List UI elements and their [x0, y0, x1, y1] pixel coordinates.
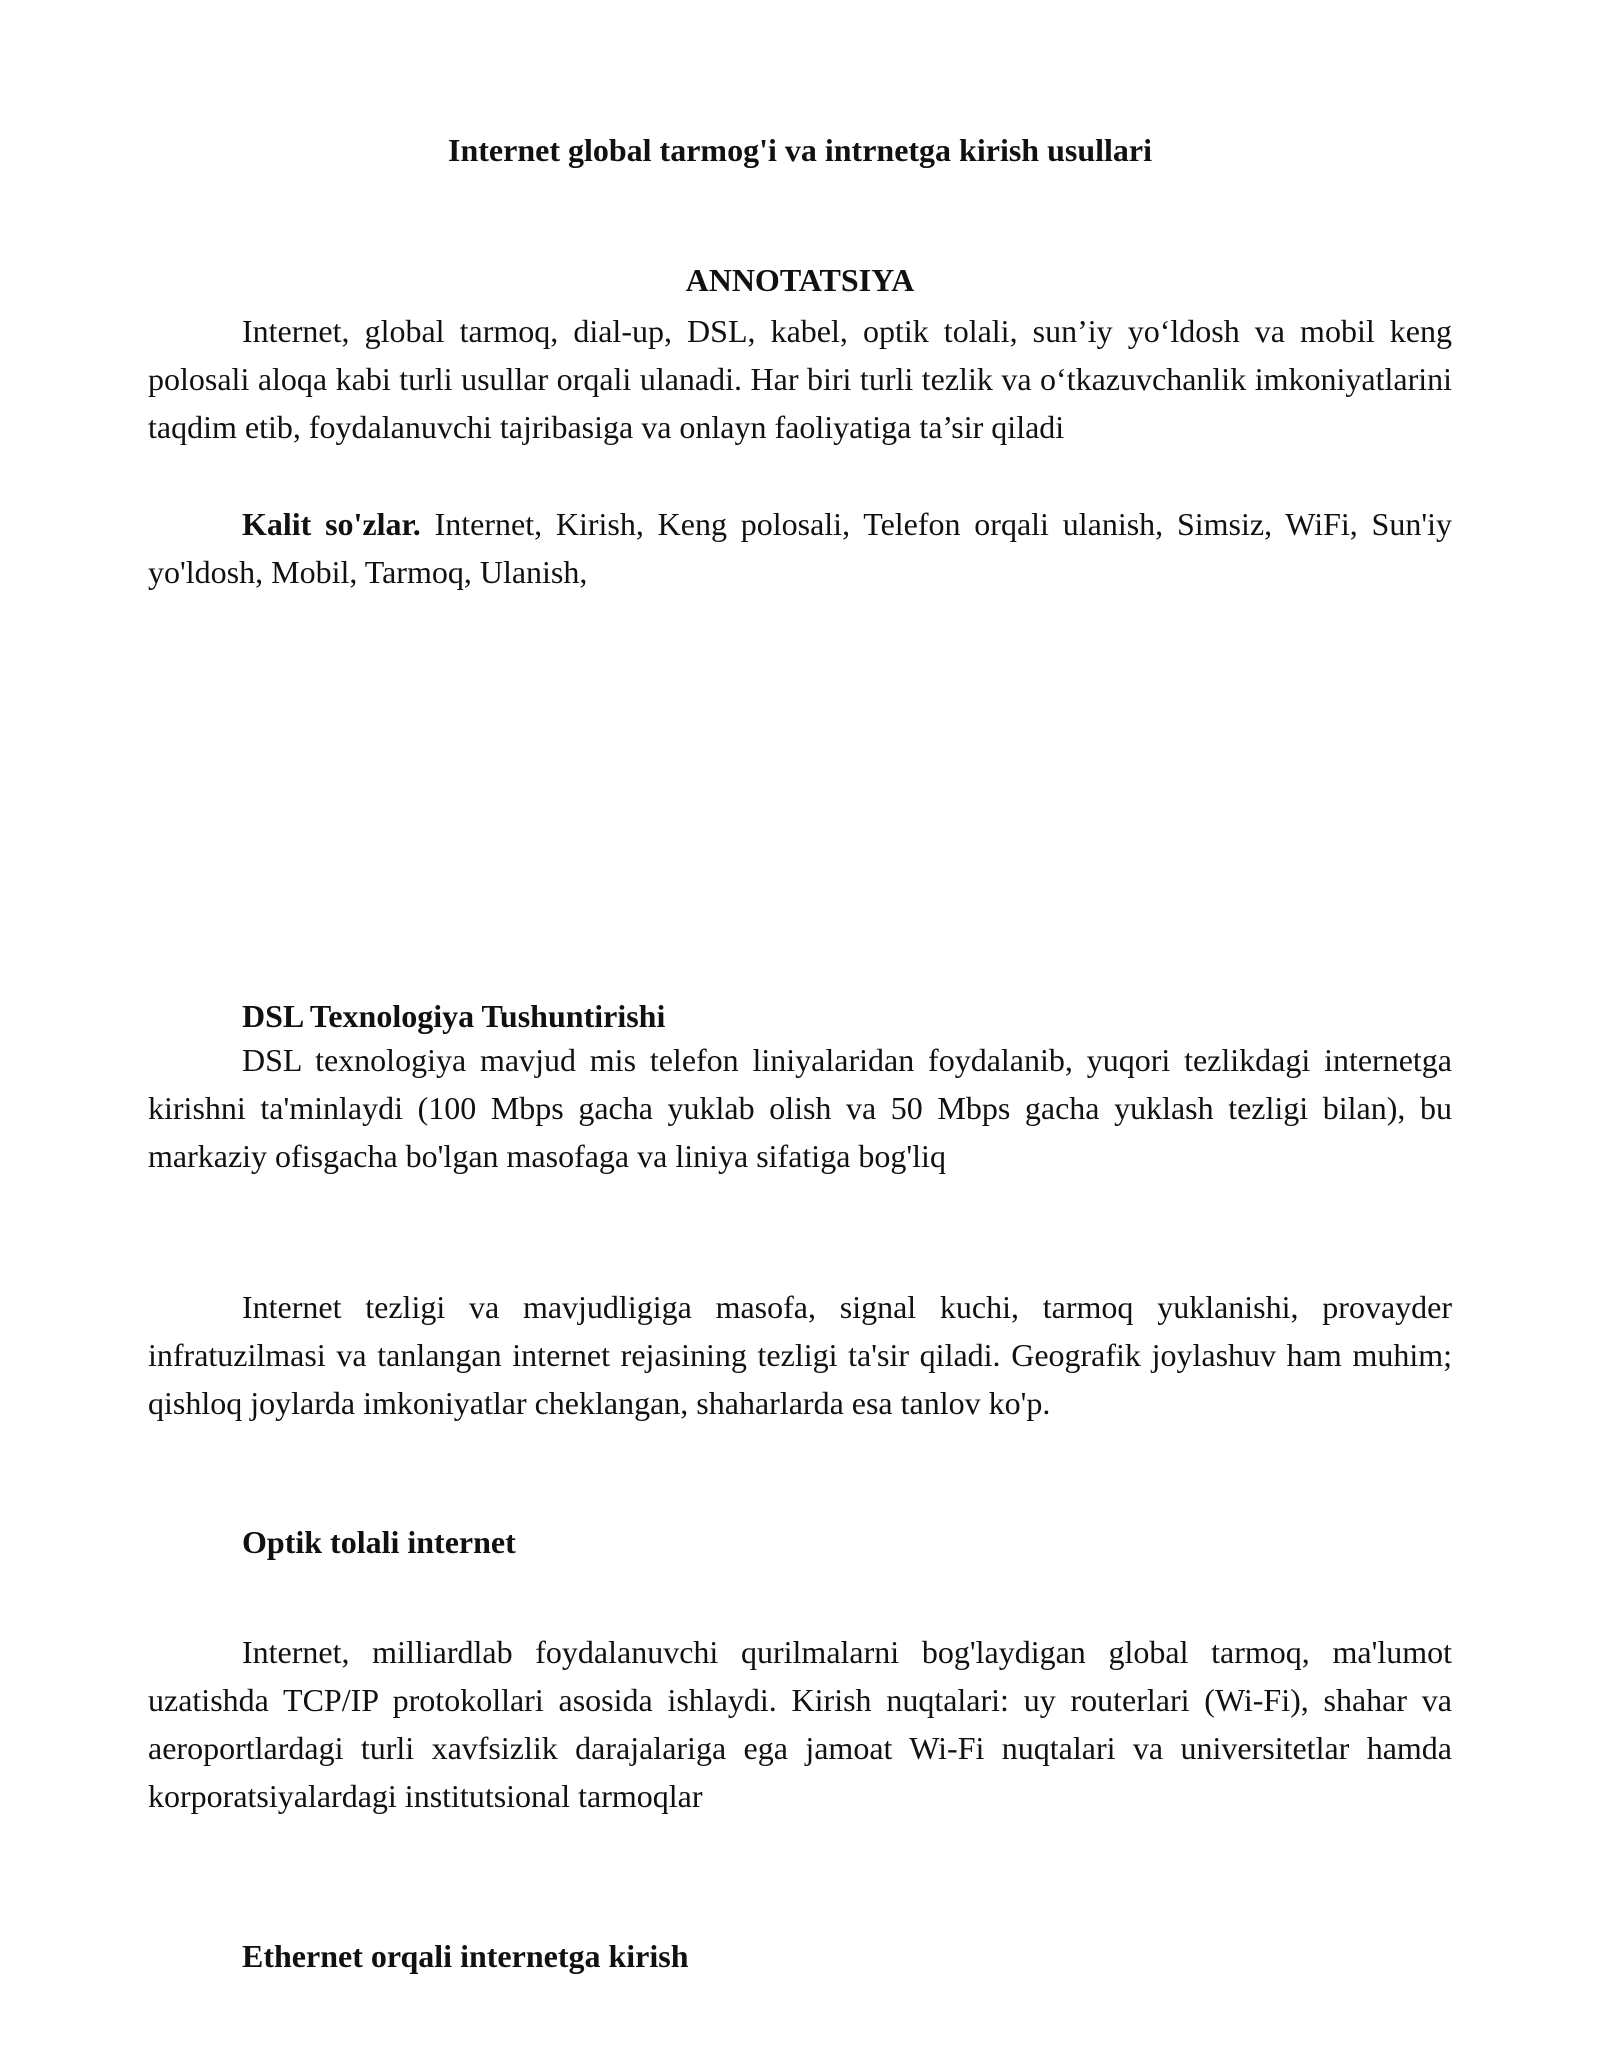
- keywords-list: Internet, Kirish, Keng polosali, Telefon orqali ulanish, Simsiz, WiFi, Sun'iy yo'ldosh, Mobil, Tarmoq, Ulanish,: [148, 506, 1453, 590]
- dsl-paragraph: DSL texnologiya mavjud mis telefon liniyalaridan foydalanib, yuqori tezlikdagi internetga kirishni ta'minlaydi (100 Mbps gacha yuklab olish va 50 Mbps gacha yuklash tezligi bilan), bu markaziy ofisgacha bo'lgan masofaga va liniya sifatiga bog'liq: [148, 1042, 1452, 1174]
- global-network-paragraph: Internet, milliardlab foydalanuvchi qurilmalarni bog'laydigan global tarmoq, ma'lumot uzatishda TCP/IP protokollari asosida ishlaydi. Kirish nuqtalari: uy routerlari (Wi-Fi), shahar va aeroportlardagi turli xavfsizlik darajalariga ega jamoat Wi-Fi nuqtalari va universitetlar hamda korporatsiyalardagi institutsional tarmoqlar: [148, 1634, 1452, 1814]
- section-heading-optik: Optik tolali internet: [242, 1524, 516, 1560]
- section-heading-dsl: DSL Texnologiya Tushuntirishi: [242, 998, 666, 1034]
- annotation-paragraph: Internet, global tarmoq, dial-up, DSL, kabel, optik tolali, sun’iy yo‘ldosh va mobil keng polosali aloqa kabi turli usullar orqali ulanadi. Har biri turli tezlik va o‘tkazuvchanlik imkoniyatlarini taqdim etib, foydalanuvchi tajribasiga va onlayn faoliyatiga ta’sir qiladi: [148, 313, 1452, 445]
- keywords-paragraph: [148, 500, 1452, 596]
- keywords-label: Kalit so'zlar.: [242, 506, 421, 542]
- section-heading-ethernet: Ethernet orqali internetga kirish: [242, 1938, 689, 1974]
- annotation-heading: ANNOTATSIYA: [685, 262, 915, 298]
- document-title: Internet global tarmog'i va intrnetga kirish usullari: [448, 132, 1152, 168]
- internet-speed-paragraph: Internet tezligi va mavjudligiga masofa, signal kuchi, tarmoq yuklanishi, provayder infratuzilmasi va tanlangan internet rejasining tezligi ta'sir qiladi. Geografik joylashuv ham muhim; qishloq joylarda imkoniyatlar cheklangan, shaharlarda esa tanlov ko'p.: [148, 1289, 1452, 1421]
